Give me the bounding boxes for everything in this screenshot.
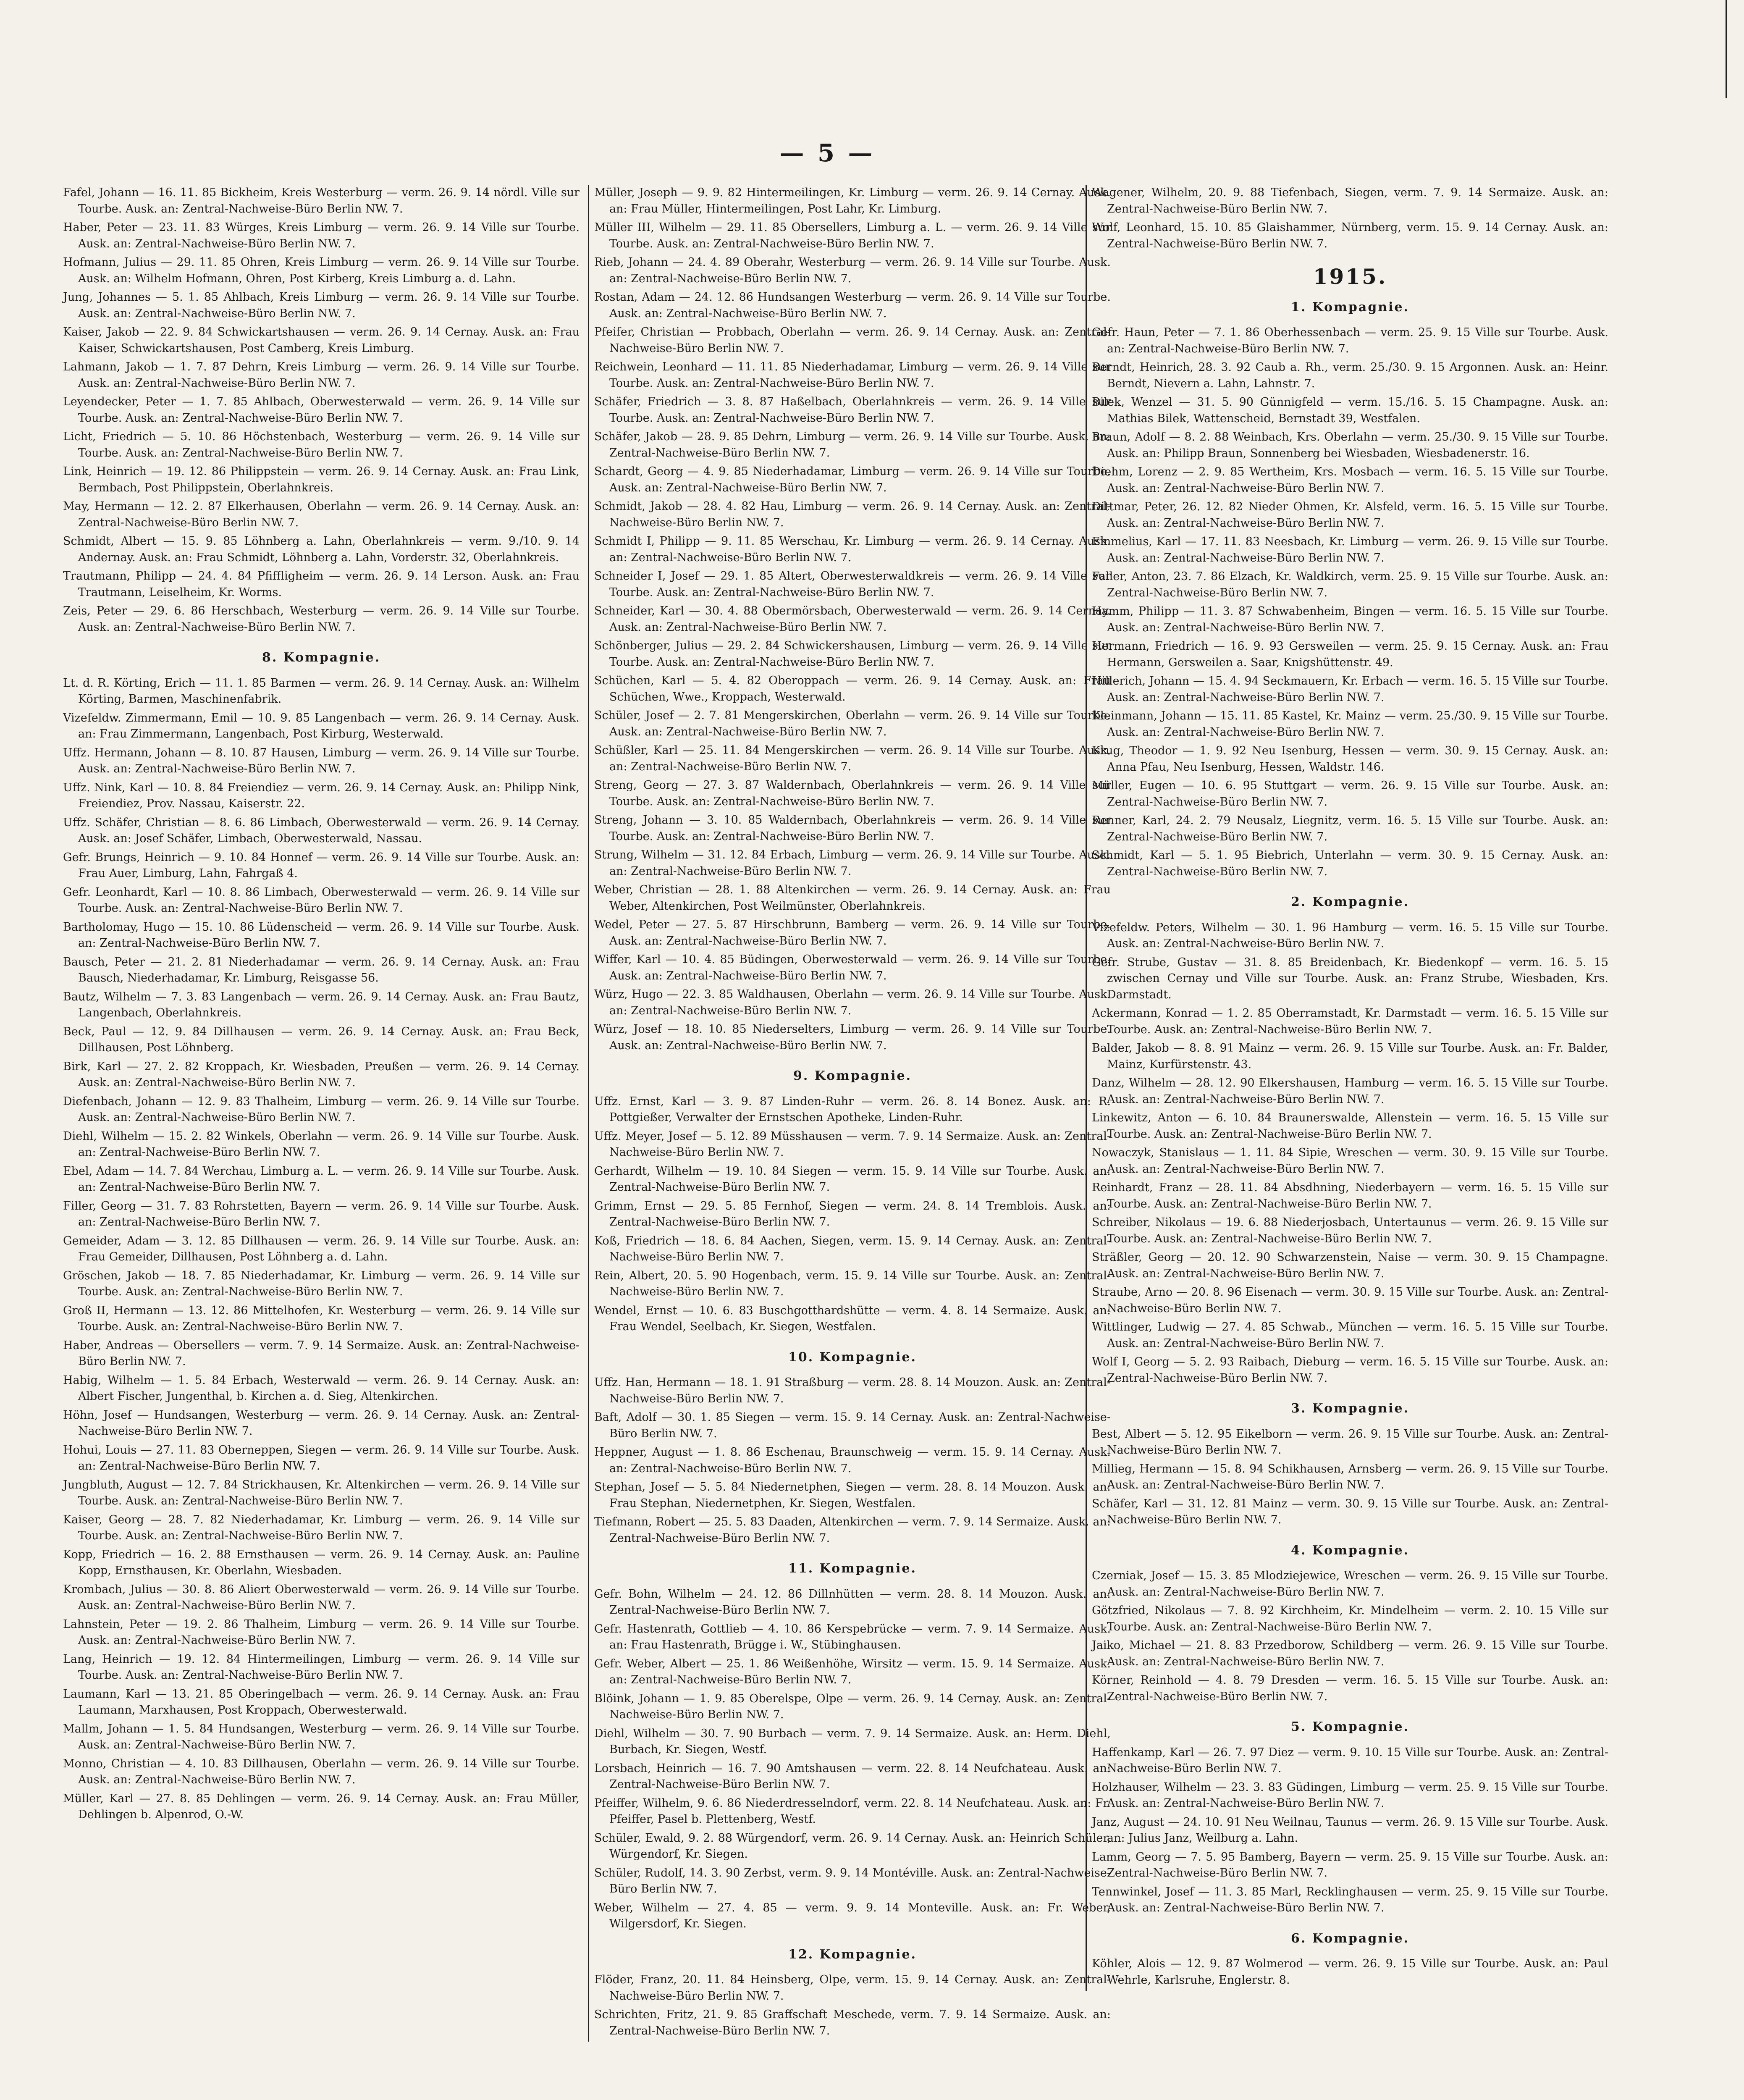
casualty-entry: Hamm, Philipp — 11. 3. 87 Schwabenheim, Bingen — verm. 16. 5. 15 Ville sur Tourbe. Ausk. an: Zentral-Nachweise-Büro Berlin NW. 7.: [1092, 605, 1608, 634]
casualty-entry: Lahmann, Jakob — 1. 7. 87 Dehrn, Kreis Limburg — verm. 26. 9. 14 Ville sur Tourbe. Ausk. an: Zentral-Nachweise-Büro Berlin NW. 7.: [63, 360, 580, 390]
casualty-entry: Streng, Georg — 27. 3. 87 Waldernbach, Oberlahnkreis — verm. 26. 9. 14 Ville sur Tourbe. Ausk. an: Zentral-Nachweise-Büro Berlin NW. 7.: [594, 779, 1111, 808]
casualty-entry: Link, Heinrich — 19. 12. 86 Philippstein — verm. 26. 9. 14 Cernay. Ausk. an: Frau Link, Bermbach, Post Philippstein, Oberlahnkreis.: [63, 465, 580, 494]
casualty-entry: Lahnstein, Peter — 19. 2. 86 Thalheim, Limburg — verm. 26. 9. 14 Ville sur Tourbe. Ausk. an: Zentral-Nachweise-Büro Berlin NW. 7.: [63, 1617, 580, 1647]
casualty-entry: Uffz. Hermann, Johann — 8. 10. 87 Hausen, Limburg — verm. 26. 9. 14 Ville sur Tourbe. Ausk. an: Zentral-Nachweise-Büro Berlin NW. 7.: [63, 746, 580, 775]
casualty-entry: Groß II, Hermann — 13. 12. 86 Mittelhofen, Kr. Westerburg — verm. 26. 9. 14 Ville sur Tourbe. Ausk. an: Zentral-Nachweise-Büro Berlin NW. 7.: [63, 1304, 580, 1333]
column-3: [1086, 185, 1608, 1991]
casualty-entry: Uffz. Nink, Karl — 10. 8. 84 Freiendiez — verm. 26. 9. 14 Cernay. Ausk. an: Philipp Nink, Freiendiez, Prov. Nassau, Kaiserstr. 22.: [63, 781, 580, 810]
casualty-entry: Diehl, Wilhelm — 30. 7. 90 Burbach — verm. 7. 9. 14 Sermaize. Ausk. an: Herm. Diehl, Burbach, Kr. Siegen, Westf.: [594, 1727, 1111, 1756]
casualty-entry: Habig, Wilhelm — 1. 5. 84 Erbach, Westerwald — verm. 26. 9. 14 Cernay. Ausk. an: Albert Fischer, Jungenthal, b. Kirchen a. d. Sieg, Altenkirchen.: [63, 1373, 580, 1403]
casualty-entry: Bausch, Peter — 21. 2. 81 Niederhadamar — verm. 26. 9. 14 Cernay. Ausk. an: Frau Bausch, Niederhadamar, Kr. Limburg, Reisgasse 56.: [63, 955, 580, 984]
page-number: — 5 —: [779, 139, 875, 167]
casualty-entry: Leyendecker, Peter — 1. 7. 85 Ahlbach, Oberwesterwald — verm. 26. 9. 14 Ville sur Tourbe. Ausk. an: Zentral-Nachweise-Büro Berlin NW. 7.: [63, 395, 580, 425]
casualty-entry: Mallm, Johann — 1. 5. 84 Hundsangen, Westerburg — verm. 26. 9. 14 Ville sur Tourbe. Ausk. an: Zentral-Nachweise-Büro Berlin NW. 7.: [63, 1722, 580, 1751]
casualty-entry: Tennwinkel, Josef — 11. 3. 85 Marl, Recklinghausen — verm. 25. 9. 15 Ville sur Tourbe. Ausk. an: Zentral-Nachweise-Büro Berlin NW. 7.: [1092, 1885, 1608, 1914]
casualty-entry: Müller, Joseph — 9. 9. 82 Hintermeilingen, Kr. Limburg — verm. 26. 9. 14 Cernay. Ausk. an: Frau Müller, Hintermeilingen, Post Lahr, Kr. Limburg.: [594, 186, 1111, 215]
casualty-entry: Gefr. Haun, Peter — 7. 1. 86 Oberhessenbach — verm. 25. 9. 15 Ville sur Tourbe. Ausk. an: Zentral-Nachweise-Büro Berlin NW. 7.: [1092, 326, 1608, 355]
casualty-entry: Köhler, Alois — 12. 9. 87 Wolmerod — verm. 26. 9. 15 Ville sur Tourbe. Ausk. an: Paul Wehrle, Karlsruhe, Englerstr. 8.: [1092, 1957, 1608, 1987]
casualty-entry: Schneider, Karl — 30. 4. 88 Obermörsbach, Oberwesterwald — verm. 26. 9. 14 Cernay. Ausk. an: Zentral-Nachweise-Büro Berlin NW. 7.: [594, 604, 1111, 634]
casualty-entry: Ackermann, Konrad — 1. 2. 85 Oberramstadt, Kr. Darmstadt — verm. 16. 5. 15 Ville sur Tourbe. Ausk. an: Zentral-Nachweise-Büro Berlin NW. 7.: [1092, 1007, 1608, 1036]
casualty-entry: Würz, Hugo — 22. 3. 85 Waldhausen, Oberlahn — verm. 26. 9. 14 Ville sur Tourbe. Ausk. an: Zentral-Nachweise-Büro Berlin NW. 7.: [594, 988, 1111, 1017]
casualty-entry: Vizefeldw. Zimmermann, Emil — 10. 9. 85 Langenbach — verm. 26. 9. 14 Cernay. Ausk. an: Frau Zimmermann, Langenbach, Post Kirburg, Westerwald.: [63, 711, 580, 740]
casualty-entry: Pfeifer, Christian — Probbach, Oberlahn — verm. 26. 9. 14 Cernay. Ausk. an: Zentral-Nachweise-Büro Berlin NW. 7.: [594, 326, 1111, 355]
casualty-entry: Gefr. Brungs, Heinrich — 9. 10. 84 Honnef — verm. 26. 9. 14 Ville sur Tourbe. Ausk. an: Frau Auer, Limburg, Lahn, Fahrgaß 4.: [63, 850, 580, 880]
casualty-entry: Rostan, Adam — 24. 12. 86 Hundsangen Westerburg — verm. 26. 9. 14 Ville sur Tourbe. Ausk. an: Zentral-Nachweise-Büro Berlin NW. 7.: [594, 291, 1111, 320]
casualty-entry: Schardt, Georg — 4. 9. 85 Niederhadamar, Limburg — verm. 26. 9. 14 Ville sur Tourbe. Ausk. an: Zentral-Nachweise-Büro Berlin NW. 7.: [594, 465, 1111, 494]
casualty-entry: Lorsbach, Heinrich — 16. 7. 90 Amtshausen — verm. 22. 8. 14 Neufchateau. Ausk. an: Zentral-Nachweise-Büro Berlin NW. 7.: [594, 1761, 1111, 1791]
casualty-entry: Wolf I, Georg — 5. 2. 93 Raibach, Dieburg — verm. 16. 5. 15 Ville sur Tourbe. Ausk. an: Zentral-Nachweise-Büro Berlin NW. 7.: [1092, 1355, 1608, 1385]
casualty-entry: Jaiko, Michael — 21. 8. 83 Przedborow, Schildberg — verm. 26. 9. 15 Ville sur Tourbe. Ausk. an: Zentral-Nachweise-Büro Berlin NW. 7.: [1092, 1639, 1608, 1668]
casualty-entry: Schrichten, Fritz, 21. 9. 85 Graffschaft Meschede, verm. 7. 9. 14 Sermaize. Ausk. an: Zentral-Nachweise-Büro Berlin NW. 7.: [594, 2008, 1111, 2037]
casualty-entry: Haber, Andreas — Obersellers — verm. 7. 9. 14 Sermaize. Ausk. an: Zentral-Nachweise-Büro Berlin NW. 7.: [63, 1339, 580, 1368]
casualty-entry: Müller, Karl — 27. 8. 85 Dehlingen — verm. 26. 9. 14 Cernay. Ausk. an: Frau Müller, Dehlingen b. Alpenrod, O.-W.: [63, 1792, 580, 1821]
casualty-entry: Lt. d. R. Körting, Erich — 11. 1. 85 Barmen — verm. 26. 9. 14 Cernay. Ausk. an: Wilhelm Körting, Barmen, Maschinenfabrik.: [63, 676, 580, 706]
company-heading: 4. Kompagnie.: [1290, 1543, 1410, 1558]
casualty-entry: Trautmann, Philipp — 24. 4. 84 Pfiffligheim — verm. 26. 9. 14 Lerson. Ausk. an: Frau Trautmann, Leiselheim, Kr. Worms.: [63, 570, 580, 599]
casualty-entry: Gefr. Weber, Albert — 25. 1. 86 Weißenhöhe, Wirsitz — verm. 15. 9. 14 Sermaize. Ausk. an: Zentral-Nachweise-Büro Berlin NW. 7.: [594, 1657, 1111, 1686]
casualty-entry: Balder, Jakob — 8. 8. 91 Mainz — verm. 26. 9. 15 Ville sur Tourbe. Ausk. an: Fr. Balder, Mainz, Kurfürstenstr. 43.: [1092, 1042, 1608, 1071]
casualty-entry: Wolf, Leonhard, 15. 10. 85 Glaishammer, Nürnberg, verm. 15. 9. 14 Cernay. Ausk. an: Zentral-Nachweise-Büro Berlin NW. 7.: [1092, 221, 1608, 250]
casualty-entry: Höhn, Josef — Hundsangen, Westerburg — verm. 26. 9. 14 Cernay. Ausk. an: Zentral-Nachweise-Büro Berlin NW. 7.: [63, 1408, 580, 1438]
casualty-entry: Weber, Christian — 28. 1. 88 Altenkirchen — verm. 26. 9. 14 Cernay. Ausk. an: Frau Weber, Altenkirchen, Post Weilmünster, Oberlahnkreis.: [594, 883, 1111, 913]
casualty-entry: Holzhauser, Wilhelm — 23. 3. 83 Güdingen, Limburg — verm. 25. 9. 15 Ville sur Tourbe. Ausk. an: Zentral-Nachweise-Büro Berlin NW. 7.: [1092, 1780, 1608, 1810]
casualty-entry: Laumann, Karl — 13. 21. 85 Oberingelbach — verm. 26. 9. 14 Cernay. Ausk. an: Frau Laumann, Marxhausen, Post Kroppach, Oberwesterwald.: [63, 1687, 580, 1717]
casualty-entry: Emmelius, Karl — 17. 11. 83 Neesbach, Kr. Limburg — verm. 26. 9. 15 Ville sur Tourbe. Ausk. an: Zentral-Nachweise-Büro Berlin NW. 7.: [1092, 535, 1608, 564]
casualty-entry: Bilek, Wenzel — 31. 5. 90 Günnigfeld — verm. 15./16. 5. 15 Champagne. Ausk. an: Mathias Bilek, Wattenscheid, Bernstadt 39, Westfalen.: [1092, 396, 1608, 425]
casualty-entry: Koß, Friedrich — 18. 6. 84 Aachen, Siegen, verm. 15. 9. 14 Cernay. Ausk. an: Zentral-Nachweise-Büro Berlin NW. 7.: [594, 1234, 1111, 1263]
casualty-entry: Heppner, August — 1. 8. 86 Eschenau, Braunschweig — verm. 15. 9. 14 Cernay. Ausk. an: Zentral-Nachweise-Büro Berlin NW. 7.: [594, 1446, 1111, 1475]
casualty-entry: Bartholomay, Hugo — 15. 10. 86 Lüdenscheid — verm. 26. 9. 14 Ville sur Tourbe. Ausk. an: Zentral-Nachweise-Büro Berlin NW. 7.: [63, 920, 580, 950]
casualty-entry: Ebel, Adam — 14. 7. 84 Werchau, Limburg a. L. — verm. 26. 9. 14 Ville sur Tourbe. Ausk. an: Zentral-Nachweise-Büro Berlin NW. 7.: [63, 1164, 580, 1194]
casualty-entry: Wagener, Wilhelm, 20. 9. 88 Tiefenbach, Siegen, verm. 7. 9. 14 Sermaize. Ausk. an: Zentral-Nachweise-Büro Berlin NW. 7.: [1092, 186, 1608, 215]
casualty-entry: Best, Albert — 5. 12. 95 Eikelborn — verm. 26. 9. 15 Ville sur Tourbe. Ausk. an: Zentral-Nachweise-Büro Berlin NW. 7.: [1092, 1427, 1608, 1457]
casualty-entry: Diehm, Lorenz — 2. 9. 85 Wertheim, Krs. Mosbach — verm. 16. 5. 15 Ville sur Tourbe. Ausk. an: Zentral-Nachweise-Büro Berlin NW. 7.: [1092, 465, 1608, 495]
casualty-entry: Jungbluth, August — 12. 7. 84 Strickhausen, Kr. Altenkirchen — verm. 26. 9. 14 Ville sur Tourbe. Ausk. an: Zentral-Nachweise-Büro Berlin NW. 7.: [63, 1478, 580, 1507]
casualty-entry: Straube, Arno — 20. 8. 96 Eisenach — verm. 30. 9. 15 Ville sur Tourbe. Ausk. an: Zentral-Nachweise-Büro Berlin NW. 7.: [1092, 1286, 1608, 1315]
casualty-entry: Berndt, Heinrich, 28. 3. 92 Caub a. Rh., verm. 25./30. 9. 15 Argonnen. Ausk. an: Heinr. Berndt, Nievern a. Lahn, Lahnstr. 7.: [1092, 361, 1608, 390]
company-heading: 12. Kompagnie.: [788, 1947, 917, 1962]
casualty-entry: Schüler, Rudolf, 14. 3. 90 Zerbst, verm. 9. 9. 14 Montéville. Ausk. an: Zentral-Nachweise-Büro Berlin NW. 7.: [594, 1866, 1111, 1895]
casualty-entry: Kleinmann, Johann — 15. 11. 85 Kastel, Kr. Mainz — verm. 25./30. 9. 15 Ville sur Tourbe. Ausk. an: Zentral-Nachweise-Büro Berlin NW. 7.: [1092, 709, 1608, 739]
casualty-entry: Wiffer, Karl — 10. 4. 85 Büdingen, Oberwesterwald — verm. 26. 9. 14 Ville sur Tourbe. Ausk. an: Zentral-Nachweise-Büro Berlin NW. 7.: [594, 953, 1111, 982]
casualty-entry: Diefenbach, Johann — 12. 9. 83 Thalheim, Limburg — verm. 26. 9. 14 Ville sur Tourbe. Ausk. an: Zentral-Nachweise-Büro Berlin NW. 7.: [63, 1095, 580, 1124]
company-heading: 11. Kompagnie.: [788, 1561, 917, 1576]
casualty-entry: Diehl, Wilhelm — 15. 2. 82 Winkels, Oberlahn — verm. 26. 9. 14 Ville sur Tourbe. Ausk. an: Zentral-Nachweise-Büro Berlin NW. 7.: [63, 1129, 580, 1159]
year-heading: 1915.: [1313, 264, 1387, 289]
casualty-entry: Rein, Albert, 20. 5. 90 Hogenbach, verm. 15. 9. 14 Ville sur Tourbe. Ausk. an: Zentral-Nachweise-Büro Berlin NW. 7.: [594, 1269, 1111, 1298]
casualty-entry: Pfeiffer, Wilhelm, 9. 6. 86 Niederdresselndorf, verm. 22. 8. 14 Neufchateau. Ausk. an: Fr. Pfeiffer, Pasel b. Plettenberg, Westf.: [594, 1796, 1111, 1826]
casualty-entry: Schmidt, Jakob — 28. 4. 82 Hau, Limburg — verm. 26. 9. 14 Cernay. Ausk. an: Zentral-Nachweise-Büro Berlin NW. 7.: [594, 500, 1111, 529]
casualty-entry: Haber, Peter — 23. 11. 83 Würges, Kreis Limburg — verm. 26. 9. 14 Ville sur Tourbe. Ausk. an: Zentral-Nachweise-Büro Berlin NW. 7.: [63, 221, 580, 250]
casualty-entry: Czerniak, Josef — 15. 3. 85 Mlodziejewice, Wreschen — verm. 26. 9. 15 Ville sur Tourbe. Ausk. an: Zentral-Nachweise-Büro Berlin NW. 7.: [1092, 1569, 1608, 1599]
scan-edge-mark: [1726, 0, 1727, 2100]
casualty-entry: Monno, Christian — 4. 10. 83 Dillhausen, Oberlahn — verm. 26. 9. 14 Ville sur Tourbe. Ausk. an: Zentral-Nachweise-Büro Berlin NW. 7.: [63, 1757, 580, 1786]
casualty-entry: Kopp, Friedrich — 16. 2. 88 Ernsthausen — verm. 26. 9. 14 Cernay. Ausk. an: Pauline Kopp, Ernsthausen, Kr. Oberlahn, Wiesbaden.: [63, 1548, 580, 1577]
casualty-entry: Weber, Wilhelm — 27. 4. 85 — verm. 9. 9. 14 Monteville. Ausk. an: Fr. Weber, Wilgersdorf, Kr. Siegen.: [594, 1901, 1111, 1930]
casualty-entry: Uffz. Meyer, Josef — 5. 12. 89 Müsshausen — verm. 7. 9. 14 Sermaize. Ausk. an: Zentral-Nachweise-Büro Berlin NW. 7.: [594, 1129, 1111, 1159]
company-heading: 10. Kompagnie.: [788, 1349, 917, 1365]
casualty-entry: Haffenkamp, Karl — 26. 7. 97 Diez — verm. 9. 10. 15 Ville sur Tourbe. Ausk. an: Zentral-Nachweise-Büro Berlin NW. 7.: [1092, 1746, 1608, 1775]
casualty-entry: Birk, Karl — 27. 2. 82 Kroppach, Kr. Wiesbaden, Preußen — verm. 26. 9. 14 Cernay. Ausk. an: Zentral-Nachweise-Büro Berlin NW. 7.: [63, 1060, 580, 1089]
casualty-entry: Uffz. Han, Hermann — 18. 1. 91 Straßburg — verm. 28. 8. 14 Mouzon. Ausk. an: Zentral-Nachweise-Büro Berlin NW. 7.: [594, 1376, 1111, 1405]
company-heading: 1. Kompagnie.: [1290, 299, 1410, 315]
casualty-entry: Schäfer, Jakob — 28. 9. 85 Dehrn, Limburg — verm. 26. 9. 14 Ville sur Tourbe. Ausk. an: Zentral-Nachweise-Büro Berlin NW. 7.: [594, 430, 1111, 459]
casualty-entry: Körner, Reinhold — 4. 8. 79 Dresden — verm. 16. 5. 15 Ville sur Tourbe. Ausk. an: Zentral-Nachweise-Büro Berlin NW. 7.: [1092, 1674, 1608, 1703]
casualty-entry: Stephan, Josef — 5. 5. 84 Niedernetphen, Siegen — verm. 28. 8. 14 Mouzon. Ausk. an: Frau Stephan, Niedernetphen, Kr. Siegen, Westfalen.: [594, 1480, 1111, 1510]
casualty-entry: Schreiber, Nikolaus — 19. 6. 88 Niederjosbach, Untertaunus — verm. 26. 9. 15 Ville sur Tourbe. Ausk. an: Zentral-Nachweise-Büro Berlin NW. 7.: [1092, 1216, 1608, 1245]
casualty-entry: Beck, Paul — 12. 9. 84 Dillhausen — verm. 26. 9. 14 Cernay. Ausk. an: Frau Beck, Dillhausen, Post Löhnberg.: [63, 1025, 580, 1054]
casualty-entry: Müller, Eugen — 10. 6. 95 Stuttgart — verm. 26. 9. 15 Ville sur Tourbe. Ausk. an: Zentral-Nachweise-Büro Berlin NW. 7.: [1092, 779, 1608, 808]
casualty-entry: Janz, August — 24. 10. 91 Neu Weilnau, Taunus — verm. 26. 9. 15 Ville sur Tourbe. Ausk. an: Julius Janz, Weilburg a. Lahn.: [1092, 1815, 1608, 1845]
casualty-entry: Dittmar, Peter, 26. 12. 82 Nieder Ohmen, Kr. Alsfeld, verm. 16. 5. 15 Ville sur Tourbe. Ausk. an: Zentral-Nachweise-Büro Berlin NW. 7.: [1092, 500, 1608, 530]
casualty-entry: Blöink, Johann — 1. 9. 85 Oberelspe, Olpe — verm. 26. 9. 14 Cernay. Ausk. an: Zentral-Nachweise-Büro Berlin NW. 7.: [594, 1692, 1111, 1721]
casualty-entry: Wendel, Ernst — 10. 6. 83 Buschgotthardshütte — verm. 4. 8. 14 Sermaize. Ausk. an: Frau Wendel, Seelbach, Kr. Siegen, Westfalen.: [594, 1304, 1111, 1333]
column-1: [63, 185, 580, 1826]
casualty-entry: Schmidt, Albert — 15. 9. 85 Löhnberg a. Lahn, Oberlahnkreis — verm. 9./10. 9. 14 Andernay. Ausk. an: Frau Schmidt, Löhnberg a. Lahn, Vorderstr. 32, Oberlahnkreis.: [63, 535, 580, 564]
company-heading: 5. Kompagnie.: [1290, 1719, 1410, 1734]
casualty-entry: Linkewitz, Anton — 6. 10. 84 Braunerswalde, Allenstein — verm. 16. 5. 15 Ville sur Tourbe. Ausk. an: Zentral-Nachweise-Büro Berlin NW. 7.: [1092, 1111, 1608, 1141]
casualty-entry: Schüler, Ewald, 9. 2. 88 Würgendorf, verm. 26. 9. 14 Cernay. Ausk. an: Heinrich Schüler, Würgendorf, Kr. Siegen.: [594, 1831, 1111, 1861]
casualty-entry: Gefr. Strube, Gustav — 31. 8. 85 Breidenbach, Kr. Biedenkopf — verm. 16. 5. 15 zwischen Cernay und Ville sur Tourbe. Ausk. an: Franz Strube, Wiesbaden, Krs. Darmstadt.: [1092, 956, 1608, 1001]
casualty-entry: Gefr. Hastenrath, Gottlieb — 4. 10. 86 Kerspebrücke — verm. 7. 9. 14 Sermaize. Ausk. an: Frau Hastenrath, Brügge i. W., Stübinghausen.: [594, 1622, 1111, 1651]
casualty-entry: Kaiser, Jakob — 22. 9. 84 Schwickartshausen — verm. 26. 9. 14 Cernay. Ausk. an: Frau Kaiser, Schwickartshausen, Post Camberg, Kreis Limburg.: [63, 326, 580, 355]
column-2: [588, 185, 1111, 2042]
casualty-entry: Zeis, Peter — 29. 6. 86 Herschbach, Westerburg — verm. 26. 9. 14 Ville sur Tourbe. Ausk. an: Zentral-Nachweise-Büro Berlin NW. 7.: [63, 604, 580, 634]
company-heading: 6. Kompagnie.: [1290, 1931, 1410, 1946]
casualty-entry: Flöder, Franz, 20. 11. 84 Heinsberg, Olpe, verm. 15. 9. 14 Cernay. Ausk. an: Zentral-Nachweise-Büro Berlin NW. 7.: [594, 1973, 1111, 2003]
casualty-entry: Danz, Wilhelm — 28. 12. 90 Elkershausen, Hamburg — verm. 16. 5. 15 Ville sur Tourbe. Ausk. an: Zentral-Nachweise-Büro Berlin NW. 7.: [1092, 1076, 1608, 1106]
casualty-entry: Gröschen, Jakob — 18. 7. 85 Niederhadamar, Kr. Limburg — verm. 26. 9. 14 Ville sur Tourbe. Ausk. an: Zentral-Nachweise-Büro Berlin NW. 7.: [63, 1269, 580, 1298]
casualty-entry: Schüchen, Karl — 5. 4. 82 Oberoppach — verm. 26. 9. 14 Cernay. Ausk. an: Frau Schüchen, Wwe., Kroppach, Westerwald.: [594, 674, 1111, 704]
casualty-entry: Fafel, Johann — 16. 11. 85 Bickheim, Kreis Westerburg — verm. 26. 9. 14 nördl. Ville sur Tourbe. Ausk. an: Zentral-Nachweise-Büro Berlin NW. 7.: [63, 186, 580, 215]
casualty-entry: Krug, Theodor — 1. 9. 92 Neu Isenburg, Hessen — verm. 30. 9. 15 Cernay. Ausk. an: Anna Pfau, Neu Isenburg, Hessen, Waldstr. 146.: [1092, 744, 1608, 774]
casualty-entry: Würz, Josef — 18. 10. 85 Niederselters, Limburg — verm. 26. 9. 14 Ville sur Tourbe. Ausk. an: Zentral-Nachweise-Büro Berlin NW. 7.: [594, 1023, 1111, 1052]
casualty-entry: Vizefeldw. Peters, Wilhelm — 30. 1. 96 Hamburg — verm. 16. 5. 15 Ville sur Tourbe. Ausk. an: Zentral-Nachweise-Büro Berlin NW. 7.: [1092, 921, 1608, 950]
casualty-entry: Krombach, Julius — 30. 8. 86 Aliert Oberwesterwald — verm. 26. 9. 14 Ville sur Tourbe. Ausk. an: Zentral-Nachweise-Büro Berlin NW. 7.: [63, 1583, 580, 1612]
casualty-entry: Hermann, Friedrich — 16. 9. 93 Gersweilen — verm. 25. 9. 15 Cernay. Ausk. an: Frau Hermann, Gersweilen a. Saar, Knigshüttenstr. 49.: [1092, 640, 1608, 669]
company-heading: 8. Kompagnie.: [262, 650, 381, 665]
casualty-entry: Grimm, Ernst — 29. 5. 85 Fernhof, Siegen — verm. 24. 8. 14 Tremblois. Ausk. an: Zentral-Nachweise-Büro Berlin NW. 7.: [594, 1199, 1111, 1228]
company-heading: 9. Kompagnie.: [793, 1068, 912, 1083]
casualty-entry: Jung, Johannes — 5. 1. 85 Ahlbach, Kreis Limburg — verm. 26. 9. 14 Ville sur Tourbe. Ausk. an: Zentral-Nachweise-Büro Berlin NW. 7.: [63, 291, 580, 320]
casualty-entry: Faller, Anton, 23. 7. 86 Elzach, Kr. Waldkirch, verm. 25. 9. 15 Ville sur Tourbe. Ausk. an: Zentral-Nachweise-Büro Berlin NW. 7.: [1092, 570, 1608, 599]
casualty-entry: Strung, Wilhelm — 31. 12. 84 Erbach, Limburg — verm. 26. 9. 14 Ville sur Tourbe. Ausk. an: Zentral-Nachweise-Büro Berlin NW. 7.: [594, 848, 1111, 878]
casualty-entry: Filler, Georg — 31. 7. 83 Rohrstetten, Bayern — verm. 26. 9. 14 Ville sur Tourbe. Ausk. an: Zentral-Nachweise-Büro Berlin NW. 7.: [63, 1199, 580, 1228]
casualty-entry: Nowaczyk, Stanislaus — 1. 11. 84 Sipie, Wreschen — verm. 30. 9. 15 Ville sur Tourbe. Ausk. an: Zentral-Nachweise-Büro Berlin NW. 7.: [1092, 1146, 1608, 1176]
casualty-entry: May, Hermann — 12. 2. 87 Elkerhausen, Oberlahn — verm. 26. 9. 14 Cernay. Ausk. an: Zentral-Nachweise-Büro Berlin NW. 7.: [63, 500, 580, 529]
casualty-entry: Götzfried, Nikolaus — 7. 8. 92 Kirchheim, Kr. Mindelheim — verm. 2. 10. 15 Ville sur Tourbe. Ausk. an: Zentral-Nachweise-Büro Berlin NW. 7.: [1092, 1604, 1608, 1633]
casualty-entry: Gefr. Bohn, Wilhelm — 24. 12. 86 Dillnhütten — verm. 28. 8. 14 Mouzon. Ausk. an: Zentral-Nachweise-Büro Berlin NW. 7.: [594, 1587, 1111, 1617]
casualty-entry: Lang, Heinrich — 19. 12. 84 Hintermeilingen, Limburg — verm. 26. 9. 14 Ville sur Tourbe. Ausk. an: Zentral-Nachweise-Büro Berlin NW. 7.: [63, 1652, 580, 1682]
casualty-entry: Renner, Karl, 24. 2. 79 Neusalz, Liegnitz, verm. 16. 5. 15 Ville sur Tourbe. Ausk. an: Zentral-Nachweise-Büro Berlin NW. 7.: [1092, 814, 1608, 843]
company-heading: 2. Kompagnie.: [1290, 895, 1410, 909]
casualty-entry: Schäfer, Friedrich — 3. 8. 87 Haßelbach, Oberlahnkreis — verm. 26. 9. 14 Ville sur Tourbe. Ausk. an: Zentral-Nachweise-Büro Berlin NW. 7.: [594, 395, 1111, 425]
casualty-entry: Rieb, Johann — 24. 4. 89 Oberahr, Westerburg — verm. 26. 9. 14 Ville sur Tourbe. Ausk. an: Zentral-Nachweise-Büro Berlin NW. 7.: [594, 256, 1111, 285]
casualty-entry: Kaiser, Georg — 28. 7. 82 Niederhadamar, Kr. Limburg — verm. 26. 9. 14 Ville sur Tourbe. Ausk. an: Zentral-Nachweise-Büro Berlin NW. 7.: [63, 1513, 580, 1542]
casualty-entry: Baft, Adolf — 30. 1. 85 Siegen — verm. 15. 9. 14 Cernay. Ausk. an: Zentral-Nachweise-Büro Berlin NW. 7.: [594, 1411, 1111, 1440]
casualty-entry: Gerhardt, Wilhelm — 19. 10. 84 Siegen — verm. 15. 9. 14 Ville sur Tourbe. Ausk. an: Zentral-Nachweise-Büro Berlin NW. 7.: [594, 1164, 1111, 1194]
casualty-entry: Sträßler, Georg — 20. 12. 90 Schwarzenstein, Naise — verm. 30. 9. 15 Champagne. Ausk. an: Zentral-Nachweise-Büro Berlin NW. 7.: [1092, 1251, 1608, 1280]
casualty-entry: Streng, Johann — 3. 10. 85 Waldernbach, Oberlahnkreis — verm. 26. 9. 14 Ville sur Tourbe. Ausk. an: Zentral-Nachweise-Büro Berlin NW. 7.: [594, 814, 1111, 843]
casualty-entry: Reichwein, Leonhard — 11. 11. 85 Niederhadamar, Limburg — verm. 26. 9. 14 Ville sur Tourbe. Ausk. an: Zentral-Nachweise-Büro Berlin NW. 7.: [594, 360, 1111, 390]
company-heading: 3. Kompagnie.: [1290, 1401, 1410, 1416]
casualty-entry: Schneider I, Josef — 29. 1. 85 Altert, Oberwesterwaldkreis — verm. 26. 9. 14 Ville sur Tourbe. Ausk. an: Zentral-Nachweise-Büro Berlin NW. 7.: [594, 570, 1111, 599]
casualty-entry: Schüler, Josef — 2. 7. 81 Mengerskirchen, Oberlahn — verm. 26. 9. 14 Ville sur Tourbe. Ausk. an: Zentral-Nachweise-Büro Berlin NW. 7.: [594, 709, 1111, 738]
casualty-entry: Schmidt, Karl — 5. 1. 95 Biebrich, Unterlahn — verm. 30. 9. 15 Cernay. Ausk. an: Zentral-Nachweise-Büro Berlin NW. 7.: [1092, 849, 1608, 878]
casualty-entry: Hillerich, Johann — 15. 4. 94 Seckmauern, Kr. Erbach — verm. 16. 5. 15 Ville sur Tourbe. Ausk. an: Zentral-Nachweise-Büro Berlin NW. 7.: [1092, 675, 1608, 704]
casualty-entry: Lamm, Georg — 7. 5. 95 Bamberg, Bayern — verm. 25. 9. 15 Ville sur Tourbe. Ausk. an: Zentral-Nachweise-Büro Berlin NW. 7.: [1092, 1850, 1608, 1880]
casualty-entry: Millieg, Hermann — 15. 8. 94 Schikhausen, Arnsberg — verm. 26. 9. 15 Ville sur Tourbe. Ausk. an: Zentral-Nachweise-Büro Berlin NW. 7.: [1092, 1462, 1608, 1491]
casualty-entry: Wedel, Peter — 27. 5. 87 Hirschbrunn, Bamberg — verm. 26. 9. 14 Ville sur Tourbe. Ausk. an: Zentral-Nachweise-Büro Berlin NW. 7.: [594, 918, 1111, 948]
casualty-entry: Braun, Adolf — 8. 2. 88 Weinbach, Krs. Oberlahn — verm. 25./30. 9. 15 Ville sur Tourbe. Ausk. an: Philipp Braun, Sonnenberg bei Wiesbaden, Wiesbadenerstr. 16.: [1092, 430, 1608, 460]
casualty-entry: Uffz. Ernst, Karl — 3. 9. 87 Linden-Ruhr — verm. 26. 8. 14 Bonez. Ausk. an: R. Pottgießer, Verwalter der Ernstschen Apotheke, Linden-Ruhr.: [594, 1095, 1111, 1124]
casualty-entry: Licht, Friedrich — 5. 10. 86 Höchstenbach, Westerburg — verm. 26. 9. 14 Ville sur Tourbe. Ausk. an: Zentral-Nachweise-Büro Berlin NW. 7.: [63, 430, 580, 459]
casualty-entry: Schönberger, Julius — 29. 2. 84 Schwickershausen, Limburg — verm. 26. 9. 14 Ville sur Tourbe. Ausk. an: Zentral-Nachweise-Büro Berlin NW. 7.: [594, 639, 1111, 669]
casualty-entry: Wittlinger, Ludwig — 27. 4. 85 Schwab., München — verm. 16. 5. 15 Ville sur Tourbe. Ausk. an: Zentral-Nachweise-Büro Berlin NW. 7.: [1092, 1320, 1608, 1350]
casualty-entry: Hohui, Louis — 27. 11. 83 Oberneppen, Siegen — verm. 26. 9. 14 Ville sur Tourbe. Ausk. an: Zentral-Nachweise-Büro Berlin NW. 7.: [63, 1443, 580, 1473]
casualty-entry: Schmidt I, Philipp — 9. 11. 85 Werschau, Kr. Limburg — verm. 26. 9. 14 Cernay. Ausk. an: Zentral-Nachweise-Büro Berlin NW. 7.: [594, 535, 1111, 564]
casualty-entry: Gefr. Leonhardt, Karl — 10. 8. 86 Limbach, Oberwesterwald — verm. 26. 9. 14 Ville sur Tourbe. Ausk. an: Zentral-Nachweise-Büro Berlin NW. 7.: [63, 885, 580, 915]
casualty-entry: Hofmann, Julius — 29. 11. 85 Ohren, Kreis Limburg — verm. 26. 9. 14 Ville sur Tourbe. Ausk. an: Wilhelm Hofmann, Ohren, Post Kirberg, Kreis Limburg a. d. Lahn.: [63, 256, 580, 285]
casualty-entry: Gemeider, Adam — 3. 12. 85 Dillhausen — verm. 26. 9. 14 Ville sur Tourbe. Ausk. an: Frau Gemeider, Dillhausen, Post Löhnberg a. d. Lahn.: [63, 1234, 580, 1263]
casualty-entry: Schüßler, Karl — 25. 11. 84 Mengerskirchen — verm. 26. 9. 14 Ville sur Tourbe. Ausk. an: Zentral-Nachweise-Büro Berlin NW. 7.: [594, 744, 1111, 773]
casualty-entry: Schäfer, Karl — 31. 12. 81 Mainz — verm. 30. 9. 15 Ville sur Tourbe. Ausk. an: Zentral-Nachweise-Büro Berlin NW. 7.: [1092, 1497, 1608, 1526]
casualty-entry: Bautz, Wilhelm — 7. 3. 83 Langenbach — verm. 26. 9. 14 Cernay. Ausk. an: Frau Bautz, Langenbach, Oberlahnkreis.: [63, 990, 580, 1019]
casualty-entry: Tiefmann, Robert — 25. 5. 83 Daaden, Altenkirchen — verm. 7. 9. 14 Sermaize. Ausk. an: Zentral-Nachweise-Büro Berlin NW. 7.: [594, 1515, 1111, 1545]
casualty-entry: Uffz. Schäfer, Christian — 8. 6. 86 Limbach, Oberwesterwald — verm. 26. 9. 14 Cernay. Ausk. an: Josef Schäfer, Limbach, Oberwesterwald, Nassau.: [63, 816, 580, 845]
casualty-entry: Reinhardt, Franz — 28. 11. 84 Absdhning, Niederbayern — verm. 16. 5. 15 Ville sur Tourbe. Ausk. an: Zentral-Nachweise-Büro Berlin NW. 7.: [1092, 1181, 1608, 1210]
casualty-entry: Müller III, Wilhelm — 29. 11. 85 Obersellers, Limburg a. L. — verm. 26. 9. 14 Ville sur Tourbe. Ausk. an: Zentral-Nachweise-Büro Berlin NW. 7.: [594, 221, 1111, 250]
